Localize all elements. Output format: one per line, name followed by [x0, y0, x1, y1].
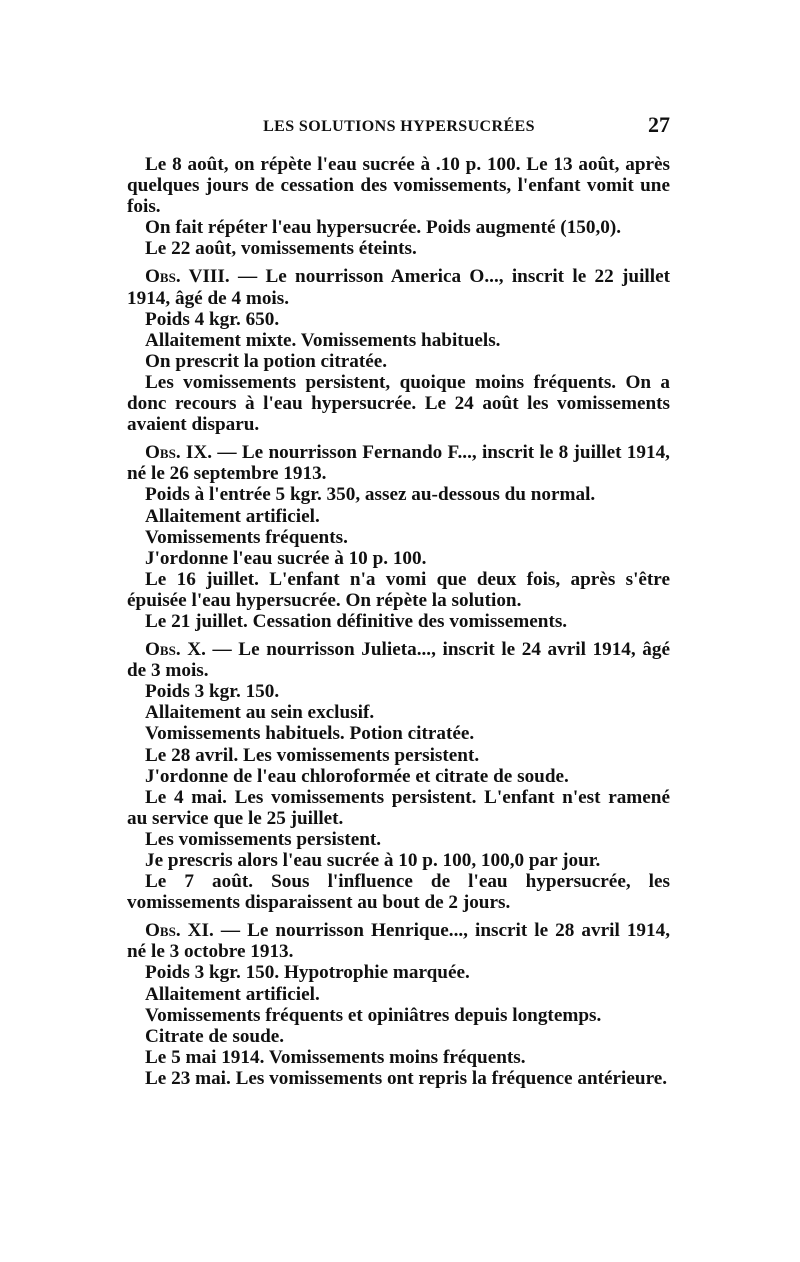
paragraph: Le 21 juillet. Cessation définitive des vomissements. — [145, 610, 568, 632]
observation-heading-paragraph: Obs. IX. — Le nourrisson Fernando F..., inscrit le 8 juillet 1914, né le 26 septembre 1913. — [127, 442, 670, 485]
paragraph: Le 7 août. Sous l'influence de l'eau hypersucrée, les vomissements disparaissent au bout de 2 jours. — [127, 871, 670, 914]
paragraph: Allaitement artificiel. — [145, 983, 320, 1005]
paragraph: Vomissements fréquents. — [145, 526, 348, 548]
paragraph: Le 23 mai. Les vomissements ont repris la fréquence antérieure. — [145, 1067, 668, 1089]
running-title: LES SOLUTIONS HYPERSUCRÉES — [263, 118, 535, 135]
paragraph: Poids à l'entrée 5 kgr. 350, assez au-dessous du normal. — [145, 484, 596, 506]
paragraph: On prescrit la potion citratée. — [145, 350, 388, 372]
paragraph: On fait répéter l'eau hypersucrée. Poids augmenté (150,0). — [145, 217, 622, 239]
observation-heading-paragraph: Obs. VIII. — Le nourrisson America O..., inscrit le 22 juillet 1914, âgé de 4 mois. — [127, 266, 670, 309]
paragraph: Les vomissements persistent, quoique moins fréquents. On a donc recours à l'eau hypersucrée. Le 24 août les vomissements avaient disparu. — [127, 371, 670, 436]
observation-label: Obs. XI. — [145, 920, 214, 942]
page-number: 27 — [648, 112, 670, 137]
paragraph: Poids 3 kgr. 150. Hypotrophie marquée. — [145, 962, 470, 984]
running-head — [128, 112, 670, 142]
observation-heading-paragraph: Obs. X. — Le nourrisson Julieta..., inscrit le 24 avril 1914, âgé de 3 mois. — [127, 639, 670, 682]
paragraph: Citrate de soude. — [145, 1025, 285, 1047]
paragraph: Le 22 août, vomissements éteints. — [145, 238, 417, 260]
paragraph: Allaitement au sein exclusif. — [145, 702, 375, 724]
paragraph: Allaitement mixte. Vomissements habituels. — [145, 329, 501, 351]
observation-label: Obs. X. — [145, 639, 206, 661]
paragraph: Le 5 mai 1914. Vomissements moins fréquents. — [145, 1046, 526, 1068]
paragraph: Poids 4 kgr. 650. — [145, 308, 280, 330]
paragraph: Le 8 août, on répète l'eau sucrée à .10 p. 100. Le 13 août, après quelques jours de cessation des vomissements, l'enfant vomit une fois. — [127, 154, 670, 218]
paragraph: Je prescris alors l'eau sucrée à 10 p. 100, 100,0 par jour. — [145, 850, 601, 871]
paragraph: Le 16 juillet. L'enfant n'a vomi que deux fois, après s'être épuisée l'eau hypersucrée. On répète la solution. — [127, 568, 670, 611]
paragraph: Les vomissements persistent. — [145, 828, 382, 850]
paragraph: Vomissements fréquents et opiniâtres depuis longtemps. — [145, 1004, 602, 1026]
observation-label: Obs. IX. — [145, 442, 213, 464]
paragraph: J'ordonne de l'eau chloroformée et citrate de soude. — [145, 765, 569, 787]
paragraph: Le 4 mai. Les vomissements persistent. L'enfant n'est ramené au service que le 25 juillet. — [127, 786, 670, 829]
paragraph: Vomissements habituels. Potion citratée. — [145, 723, 475, 745]
body-text — [127, 154, 670, 1089]
paragraph: J'ordonne l'eau sucrée à 10 p. 100. — [145, 547, 427, 569]
paragraph: Allaitement artificiel. — [145, 505, 320, 527]
observation-label: Obs. VIII. — [145, 266, 230, 288]
paragraph: Poids 3 kgr. 150. — [145, 681, 280, 703]
paragraph: Le 28 avril. Les vomissements persistent. — [145, 744, 480, 766]
observation-heading-paragraph: Obs. XI. — Le nourrisson Henrique..., inscrit le 28 avril 1914, né le 3 octobre 1913. — [127, 920, 670, 963]
